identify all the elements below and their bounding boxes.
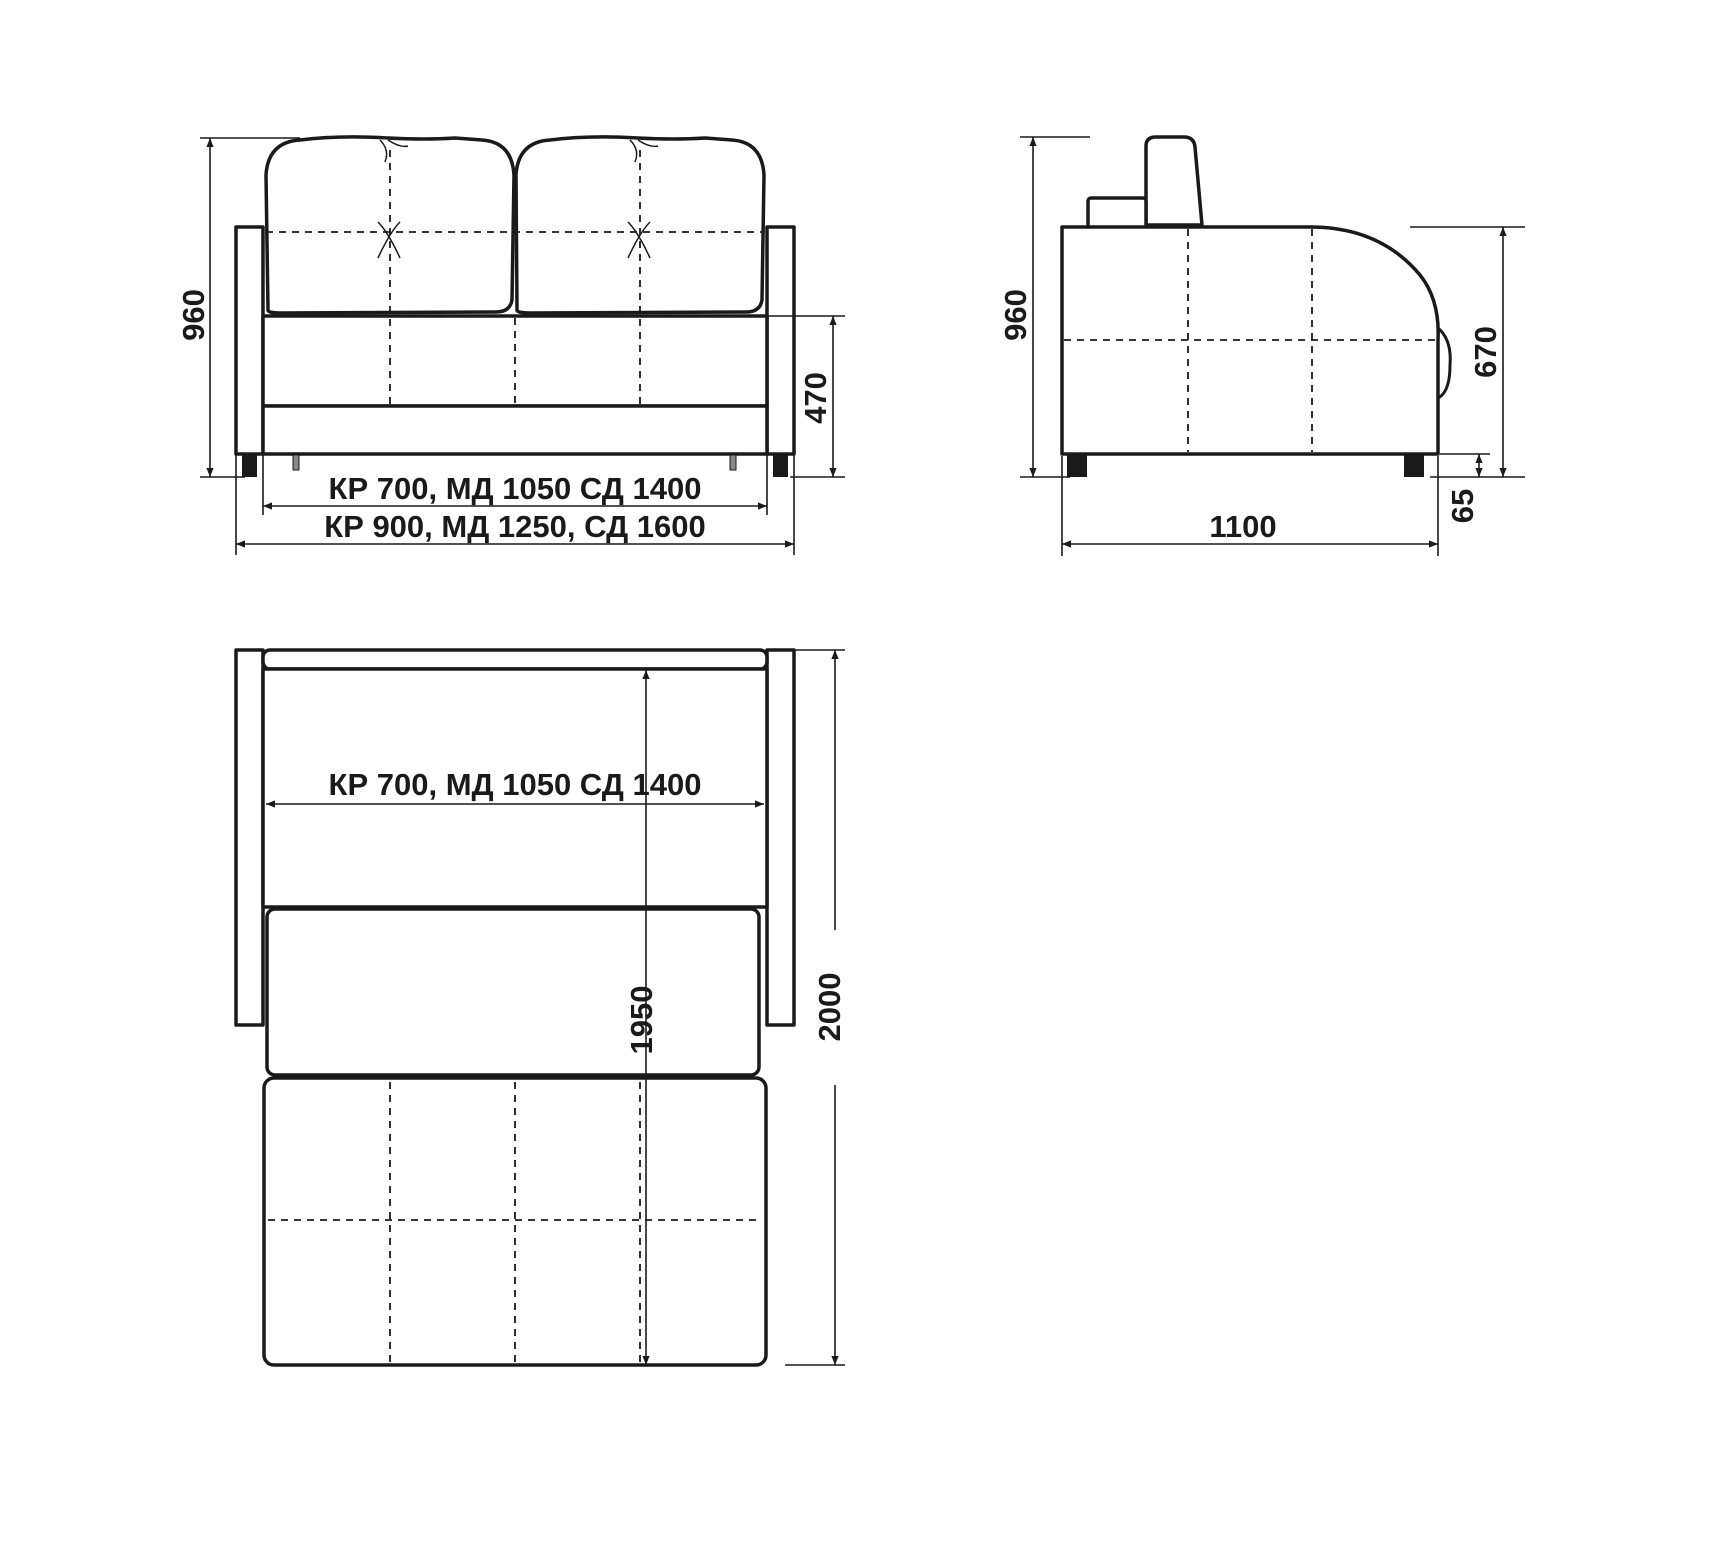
side-pillow bbox=[1088, 198, 1146, 228]
front-seat-height-label: 470 bbox=[798, 372, 833, 424]
top-right-arm bbox=[767, 650, 794, 1025]
leg bbox=[773, 455, 788, 477]
side-back-cushion bbox=[1146, 137, 1202, 225]
caster bbox=[293, 455, 299, 470]
left-arm bbox=[236, 227, 263, 454]
top-total-length-label: 2000 bbox=[812, 972, 847, 1042]
side-depth-label: 1100 bbox=[1209, 509, 1277, 544]
top-back-roll bbox=[263, 650, 767, 669]
leg bbox=[1404, 455, 1424, 477]
front-view bbox=[176, 137, 845, 555]
leg bbox=[1067, 455, 1087, 477]
side-front-roll bbox=[1438, 328, 1450, 398]
top-view bbox=[236, 650, 847, 1365]
right-arm bbox=[767, 227, 794, 454]
side-view bbox=[998, 137, 1525, 556]
top-sleeping-length-label: 1950 bbox=[624, 985, 659, 1055]
front-height-label: 960 bbox=[176, 289, 211, 341]
front-base bbox=[263, 406, 767, 454]
side-leg-height-label: 65 bbox=[1445, 488, 1480, 524]
front-inner-width-label: КР 700, МД 1050 СД 1400 bbox=[328, 471, 702, 506]
side-arm-height-label: 670 bbox=[1468, 326, 1503, 378]
top-sleeping-width-label: КР 700, МД 1050 СД 1400 bbox=[328, 767, 702, 802]
top-left-arm bbox=[236, 650, 263, 1025]
side-height-label: 960 bbox=[998, 289, 1033, 341]
front-outer-width-label: КР 900, МД 1250, СД 1600 bbox=[324, 509, 706, 544]
caster bbox=[730, 455, 736, 470]
top-middle-cushion bbox=[267, 909, 759, 1075]
leg bbox=[242, 455, 257, 477]
